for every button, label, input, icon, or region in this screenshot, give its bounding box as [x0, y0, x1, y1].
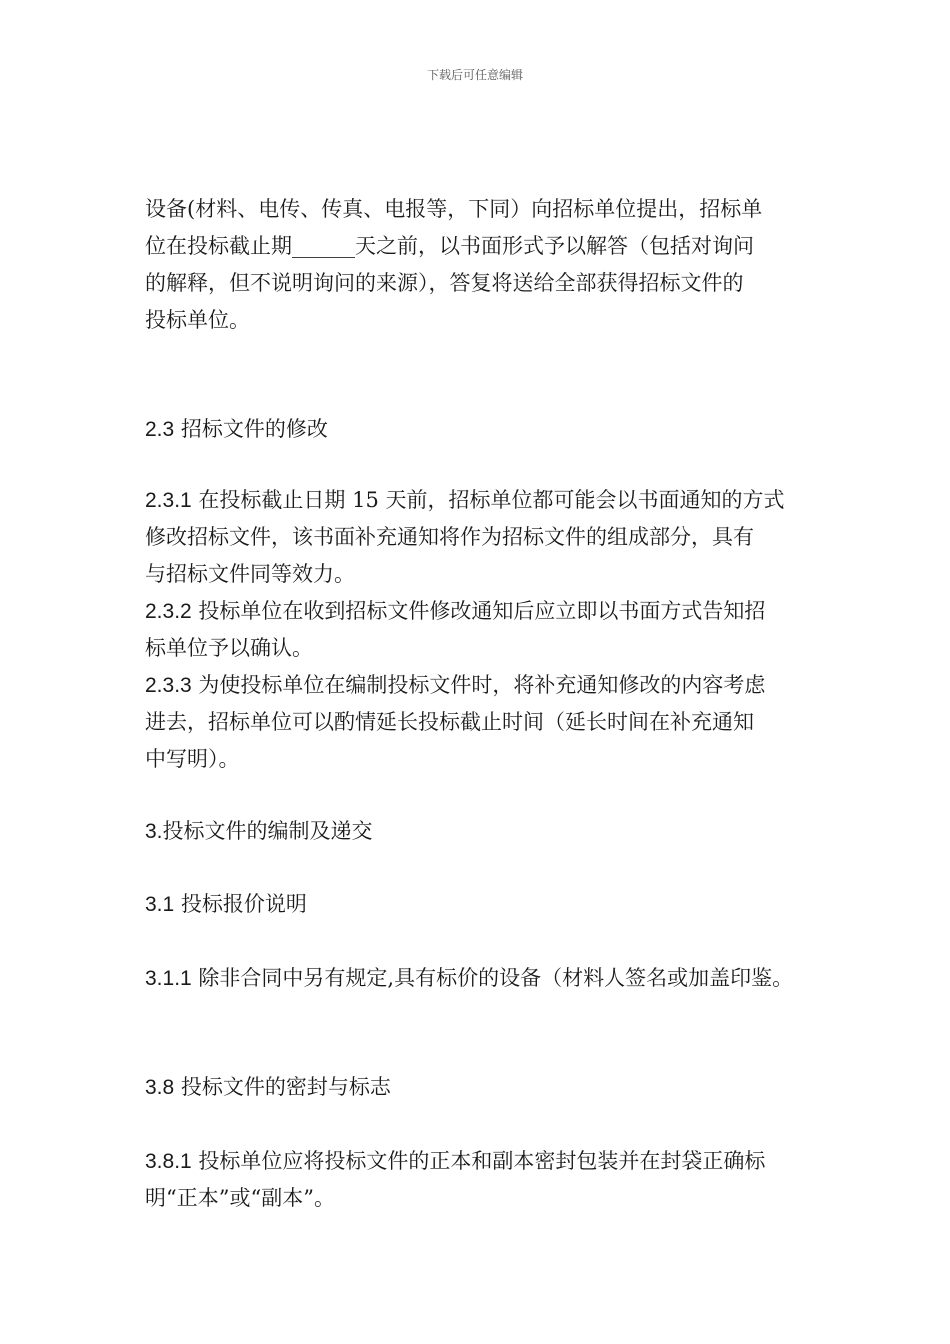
clause-3-1-1 — [145, 960, 825, 997]
intro-paragraph — [145, 191, 825, 339]
section-number: 3. — [145, 820, 163, 843]
section-heading-3-8 — [145, 1069, 825, 1106]
text-line: 进去，招标单位可以酌情延长投标截止时间（延长时间在补充通知 — [145, 710, 754, 734]
clause-number: 2.3.3 — [145, 674, 192, 697]
text-line: 投标单位应将投标文件的正本和副本密封包装并在封袋正确标 — [198, 1149, 766, 1173]
text-line: 投标单位在收到招标文件修改通知后应立即以书面方式告知招 — [198, 599, 766, 623]
text-line: 投标单位。 — [145, 308, 250, 332]
text-line: 修改招标文件，该书面补充通知将作为招标文件的组成部分，具有 — [145, 525, 754, 549]
section-heading-3-1 — [145, 886, 825, 923]
clause-number: 2.3.1 — [145, 489, 192, 512]
clause-2-3-2 — [145, 593, 825, 667]
text-line: 为使投标单位在编制投标文件时，将补充通知修改的内容考虑 — [198, 673, 766, 697]
text-line: 明“正本”或“副本”。 — [145, 1186, 335, 1210]
section-title: 投标报价说明 — [180, 892, 307, 916]
clause-number: 3.1.1 — [145, 967, 192, 990]
section-heading-3 — [145, 813, 825, 850]
clause-number: 3.8.1 — [145, 1150, 192, 1173]
text-line: 设备(材料、电传、传真、电报等，下同）向招标单位提出，招标单 — [145, 197, 763, 221]
section-heading-2-3 — [145, 411, 825, 448]
clause-number: 2.3.2 — [145, 600, 192, 623]
section-number: 3.8 — [145, 1076, 175, 1099]
clause-3-8-1 — [145, 1143, 825, 1217]
page-header: 下载后可任意编辑 — [426, 68, 523, 82]
text-line: 在投标截止日期 15 天前，招标单位都可能会以书面通知的方式 — [198, 488, 785, 512]
section-number: 3.1 — [145, 893, 175, 916]
text-line: 中写明）。 — [145, 747, 240, 771]
clause-2-3-1 — [145, 482, 825, 593]
text-line: 位在投标截止期______天之前，以书面形式予以解答（包括对询问 — [145, 234, 754, 258]
text-line: 标单位予以确认。 — [145, 636, 313, 660]
text-line: 的解释，但不说明询问的来源），答复将送给全部获得招标文件的 — [145, 271, 744, 295]
clause-2-3-3 — [145, 667, 825, 778]
section-title: 投标文件的编制及递交 — [162, 819, 373, 843]
text-line: 与招标文件同等效力。 — [145, 562, 355, 586]
section-title: 招标文件的修改 — [180, 417, 328, 441]
section-title: 投标文件的密封与标志 — [180, 1075, 391, 1099]
section-number: 2.3 — [145, 418, 175, 441]
text-line: 除非合同中另有规定,具有标价的设备（材料人签名或加盖印鉴。 — [198, 966, 794, 990]
